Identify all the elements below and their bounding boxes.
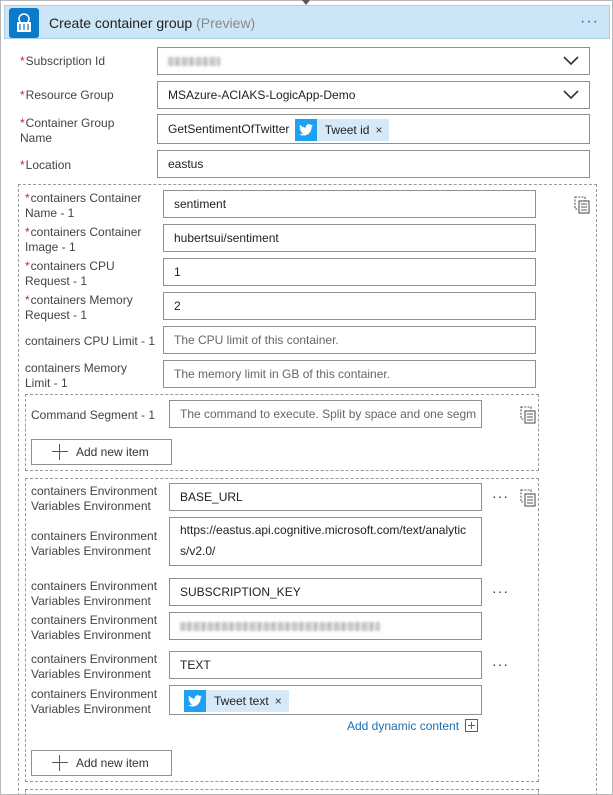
cpu-limit-input[interactable] [163,326,536,354]
memory-limit-label [25,361,127,391]
location-label [20,158,71,173]
memory-limit-input[interactable] [163,360,536,388]
memory-request-label-line1: containers Memory [30,293,133,307]
resource-group-value: MSAzure-ACIAKS-LogicApp-Demo [168,88,356,102]
env-value-line1: https://eastus.api.cognitive.microsoft.com/text/analytic [180,523,467,537]
env-label-line2: Variables Environment [31,702,151,716]
env-name-label [31,652,157,682]
subscription-label [20,54,105,69]
env-name-input[interactable] [169,578,482,606]
command-segment-label-text: Command Segment - 1 [31,408,156,422]
container-group-name-text: GetSentimentOfTwitter [168,122,290,136]
action-title-text: Create container group [49,15,193,31]
tweet-text-token[interactable] [184,690,289,712]
env-value-input[interactable] [169,685,482,715]
chevron-down-icon [563,54,579,68]
cpu-request-value: 1 [174,265,181,279]
memory-request-input[interactable] [163,292,536,320]
env-label-line2: Variables Environment [31,499,151,513]
action-header[interactable] [4,5,610,39]
env-label-line1: containers Environment [31,613,158,627]
env-label-line2: Variables Environment [31,628,151,642]
cpu-limit-placeholder: The CPU limit of this container. [174,333,339,347]
command-segment-placeholder: The command to execute. Split by space and one segm [180,407,477,421]
plus-icon [52,755,68,771]
memory-limit-label-line1: containers Memory [25,361,128,375]
container-name-label-line1: containers Container [30,191,142,205]
preview-label: (Preview) [196,15,256,31]
memory-request-value: 2 [174,299,181,313]
env-label-line1: containers Environment [31,579,158,593]
container-image-label [25,225,141,255]
cpu-limit-label-text: containers CPU Limit - 1 [25,334,156,348]
env-label-line1: containers Environment [31,652,158,666]
env-label-line1: containers Environment [31,529,158,543]
action-title [49,15,255,31]
command-segment-label [31,408,155,423]
memory-limit-label-line2: Limit - 1 [25,376,68,390]
env-name-value: BASE_URL [180,490,243,504]
env-label-line1: containers Environment [31,484,158,498]
more-options-icon[interactable]: ··· [492,656,509,672]
remove-token-icon[interactable]: × [375,122,383,137]
next-section-edge [25,789,539,795]
environment-add-item-label: Add new item [76,756,149,770]
cpu-request-input[interactable] [163,258,536,286]
container-name-value: sentiment [174,197,227,211]
env-name-label [31,579,157,609]
tweet-id-token[interactable] [295,119,390,141]
subscription-dropdown[interactable] [157,47,590,75]
env-value-label [31,613,157,643]
env-label-line1: containers Environment [31,687,158,701]
container-name-label [25,191,141,221]
container-group-name-label-line1: Container Group [25,116,115,130]
memory-request-label [25,293,133,323]
resource-group-dropdown[interactable] [157,81,590,109]
environment-add-item-button[interactable] [31,750,172,776]
resource-group-label [20,88,114,103]
add-dynamic-icon [465,719,478,732]
location-label-text: Location [25,158,72,172]
container-group-name-label [20,116,114,146]
env-label-line2: Variables Environment [31,594,151,608]
cpu-request-label-line2: Request - 1 [25,274,88,288]
tweet-id-token-label: Tweet id [324,122,370,137]
cpu-request-label-line1: containers CPU [30,259,115,273]
container-name-label-line2: Name - 1 [25,206,75,220]
twitter-icon [295,119,317,141]
container-name-input[interactable] [163,190,536,218]
more-options-icon[interactable]: ··· [492,583,509,599]
env-name-label [31,484,157,514]
container-group-name-input[interactable] [157,114,590,144]
env-value-line2: s/v2.0/ [180,544,216,558]
env-name-input[interactable] [169,651,482,679]
env-value-input[interactable] [169,517,482,566]
env-label-line2: Variables Environment [31,667,151,681]
memory-limit-placeholder: The memory limit in GB of this container. [174,367,391,381]
copy-icon[interactable] [520,406,536,424]
container-image-label-line2: Image - 1 [25,240,76,254]
cpu-request-label [25,259,115,289]
add-dynamic-content-link[interactable] [347,719,478,733]
container-image-value: hubertsui/sentiment [174,231,279,245]
copy-icon[interactable] [574,196,590,214]
command-add-item-button[interactable] [31,439,172,465]
more-options-icon[interactable]: ··· [492,488,509,504]
command-add-item-label: Add new item [76,445,149,459]
env-name-value: TEXT [180,658,211,672]
chevron-down-icon [563,88,579,102]
add-dynamic-content-label: Add dynamic content [347,719,460,733]
tweet-text-token-label: Tweet text [214,693,269,708]
memory-request-label-line2: Request - 1 [25,308,88,322]
env-name-input[interactable] [169,483,482,511]
cpu-limit-label [25,334,155,349]
env-label-line2: Variables Environment [31,544,151,558]
location-value: eastus [168,157,204,171]
remove-token-icon[interactable]: × [274,693,282,708]
location-input[interactable] [157,150,590,178]
twitter-icon [184,690,206,712]
redacted-value [180,622,380,631]
env-secret-input[interactable] [169,612,482,640]
env-value-label [31,687,157,717]
env-name-value: SUBSCRIPTION_KEY [180,585,301,599]
copy-icon[interactable] [520,489,536,507]
container-image-input[interactable] [163,224,536,252]
env-value-label [31,529,157,559]
container-group-name-label-line2: Name [20,131,53,145]
plus-icon [52,444,68,460]
command-segment-input[interactable] [169,400,482,428]
resource-group-label-text: Resource Group [25,88,114,102]
redacted-value [168,57,220,66]
container-group-icon [9,8,39,38]
more-options-icon[interactable]: ··· [580,13,599,30]
container-image-label-line1: containers Container [30,225,142,239]
subscription-label-text: Subscription Id [25,54,106,68]
